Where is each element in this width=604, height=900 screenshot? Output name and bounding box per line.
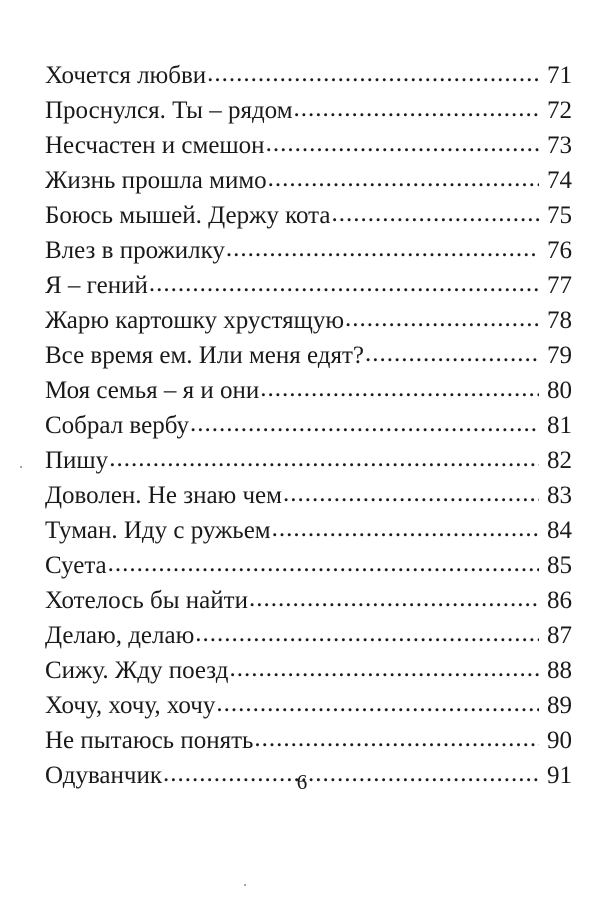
toc-entry-title: Жарю картошку хрустящую [45, 307, 345, 334]
toc-entry [45, 303, 572, 338]
dot-leader [108, 546, 539, 581]
toc-entry-title: Хочу, хочу, хочу [45, 692, 216, 719]
toc-entry-title: Одуванчик [45, 762, 162, 789]
toc-entry-page-number: 91 [547, 762, 572, 789]
dot-leader [216, 686, 539, 721]
toc-entry-title: Проснулся. Ты – рядом [45, 97, 293, 124]
toc-entry-page-number: 76 [547, 237, 572, 264]
toc-entry [45, 268, 572, 303]
dot-leader [331, 196, 539, 231]
toc-entry-title: Влез в прожилку [45, 237, 225, 264]
toc-entry-title: Все время ем. Или меня едят? [45, 342, 365, 369]
table-of-contents [45, 58, 572, 793]
dot-leader [254, 721, 539, 756]
toc-entry [45, 93, 572, 128]
toc-entry [45, 688, 572, 723]
toc-entry [45, 373, 572, 408]
dot-leader [268, 161, 539, 196]
toc-entry-title: Жизнь прошла мимо [45, 167, 267, 194]
page-number: 6 [296, 770, 308, 794]
toc-entry-title: Пишу [45, 447, 109, 474]
dot-leader [272, 511, 539, 546]
toc-entry-page-number: 85 [547, 552, 572, 579]
dot-leader [365, 336, 539, 371]
dot-leader [109, 441, 539, 476]
toc-entry-page-number: 88 [547, 657, 572, 684]
toc-entry [45, 478, 572, 513]
toc-entry [45, 338, 572, 373]
toc-entry [45, 58, 572, 93]
toc-entry [45, 653, 572, 688]
dot-leader [266, 126, 539, 161]
toc-entry [45, 583, 572, 618]
toc-entry-page-number: 71 [547, 62, 572, 89]
toc-entry-page-number: 90 [547, 727, 572, 754]
toc-entry [45, 233, 572, 268]
toc-entry-title: Несчастен и смешон [45, 132, 265, 159]
toc-entry-page-number: 81 [547, 412, 572, 439]
toc-entry-page-number: 84 [547, 517, 572, 544]
toc-entry-page-number: 89 [547, 692, 572, 719]
toc-entry-page-number: 87 [547, 622, 572, 649]
toc-entry [45, 198, 572, 233]
toc-entry-title: Доволен. Не знаю чем [45, 482, 282, 509]
toc-entry [45, 408, 572, 443]
toc-entry-title: Сижу. Жду поезд [45, 657, 229, 684]
toc-entry-title: Боюсь мышей. Держу кота [45, 202, 331, 229]
toc-entry-page-number: 79 [547, 342, 572, 369]
toc-entry [45, 163, 572, 198]
toc-entry-page-number: 77 [547, 272, 572, 299]
dot-leader [207, 56, 539, 91]
toc-entry-page-number: 73 [547, 132, 572, 159]
toc-entry-title: Делаю, делаю [45, 622, 195, 649]
toc-entry-page-number: 86 [547, 587, 572, 614]
toc-entry-title: Я – гений [45, 272, 148, 299]
toc-entry-title: Моя семья – я и они [45, 377, 260, 404]
dot-leader [294, 91, 539, 126]
toc-entry [45, 128, 572, 163]
toc-entry-title: Собрал вербу [45, 412, 189, 439]
toc-entry [45, 548, 572, 583]
dot-leader [229, 651, 539, 686]
toc-entry [45, 443, 572, 478]
paper-speck [20, 466, 22, 468]
toc-entry-title: Не пытаюсь понять [45, 727, 254, 754]
toc-entry [45, 723, 572, 758]
dot-leader [260, 371, 539, 406]
dot-leader [190, 406, 539, 441]
toc-entry-page-number: 83 [547, 482, 572, 509]
toc-entry-page-number: 80 [547, 377, 572, 404]
toc-entry-page-number: 75 [547, 202, 572, 229]
dot-leader [226, 231, 539, 266]
toc-entry-title: Хочется любви [45, 62, 207, 89]
toc-entry [45, 513, 572, 548]
toc-entry-title: Суета [45, 552, 107, 579]
toc-entry-page-number: 74 [547, 167, 572, 194]
dot-leader [283, 476, 539, 511]
dot-leader [149, 266, 539, 301]
toc-entry [45, 618, 572, 653]
toc-entry-page-number: 82 [547, 447, 572, 474]
toc-entry-title: Туман. Иду с ружьем [45, 517, 271, 544]
dot-leader [195, 616, 539, 651]
toc-entry-title: Хотелось бы найти [45, 587, 248, 614]
toc-entry-page-number: 78 [547, 307, 572, 334]
dot-leader [345, 301, 539, 336]
toc-entry-page-number: 72 [547, 97, 572, 124]
paper-speck [244, 884, 246, 886]
dot-leader [249, 581, 539, 616]
